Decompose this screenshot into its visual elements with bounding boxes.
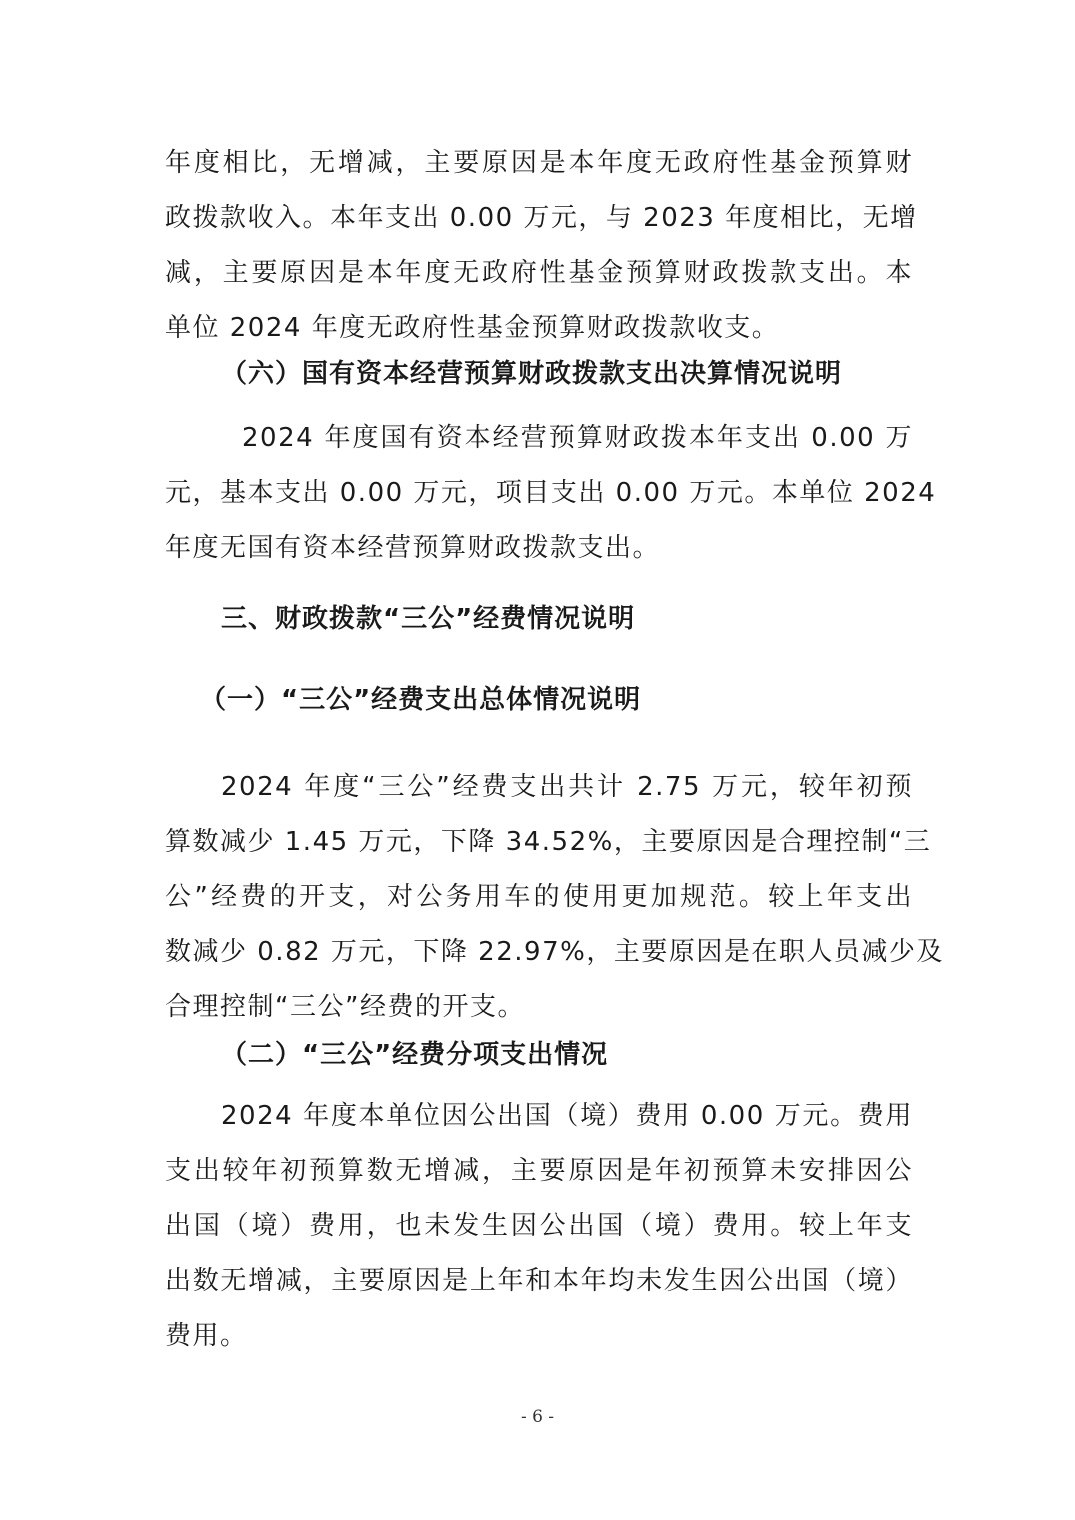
paragraph-line: 费用。: [165, 1321, 248, 1351]
paragraph-line: 2024 年度国有资本经营预算财政拨本年支出 0.00 万: [242, 423, 913, 453]
paragraph-line: 政拨款收入。本年支出 0.00 万元，与 2023 年度相比，无增: [165, 203, 918, 233]
paragraph-line: 算数减少 1.45 万元，下降 34.52%，主要原因是合理控制“三: [165, 827, 932, 857]
paragraph-line: 2024 年度本单位因公出国（境）费用 0.00 万元。费用: [221, 1101, 913, 1131]
paragraph-line: 出数无增减，主要原因是上年和本年均未发生因公出国（境）: [165, 1266, 913, 1296]
paragraph-line: 年度相比，无增减，主要原因是本年度无政府性基金预算财: [165, 148, 913, 178]
paragraph-line: 数减少 0.82 万元，下降 22.97%，主要原因是在职人员减少及: [165, 937, 944, 967]
heading-three-public-itemized: （二）“三公”经费分项支出情况: [221, 1040, 609, 1070]
heading-state-capital-budget: （六）国有资本经营预算财政拨款支出决算情况说明: [221, 359, 843, 389]
paragraph-line: 单位 2024 年度无政府性基金预算财政拨款收支。: [165, 313, 780, 343]
section-three-heading: 三、财政拨款“三公”经费情况说明: [221, 604, 636, 634]
paragraph-line: 年度无国有资本经营预算财政拨款支出。: [165, 533, 661, 563]
paragraph-line: 出国（境）费用，也未发生因公出国（境）费用。较上年支: [165, 1211, 913, 1241]
paragraph-line: 元，基本支出 0.00 万元，项目支出 0.00 万元。本单位 2024: [165, 478, 937, 508]
heading-three-public-total: （一）“三公”经费支出总体情况说明: [200, 685, 642, 715]
paragraph-line: 公”经费的开支，对公务用车的使用更加规范。较上年支出: [165, 882, 913, 912]
paragraph-line: 合理控制“三公”经费的开支。: [165, 992, 525, 1022]
paragraph-line: 支出较年初预算数无增减，主要原因是年初预算未安排因公: [165, 1156, 913, 1186]
paragraph-line: 2024 年度“三公”经费支出共计 2.75 万元，较年初预: [221, 772, 913, 802]
paragraph-line: 减，主要原因是本年度无政府性基金预算财政拨款支出。本: [165, 258, 913, 288]
page-number: - 6 -: [520, 1407, 555, 1427]
